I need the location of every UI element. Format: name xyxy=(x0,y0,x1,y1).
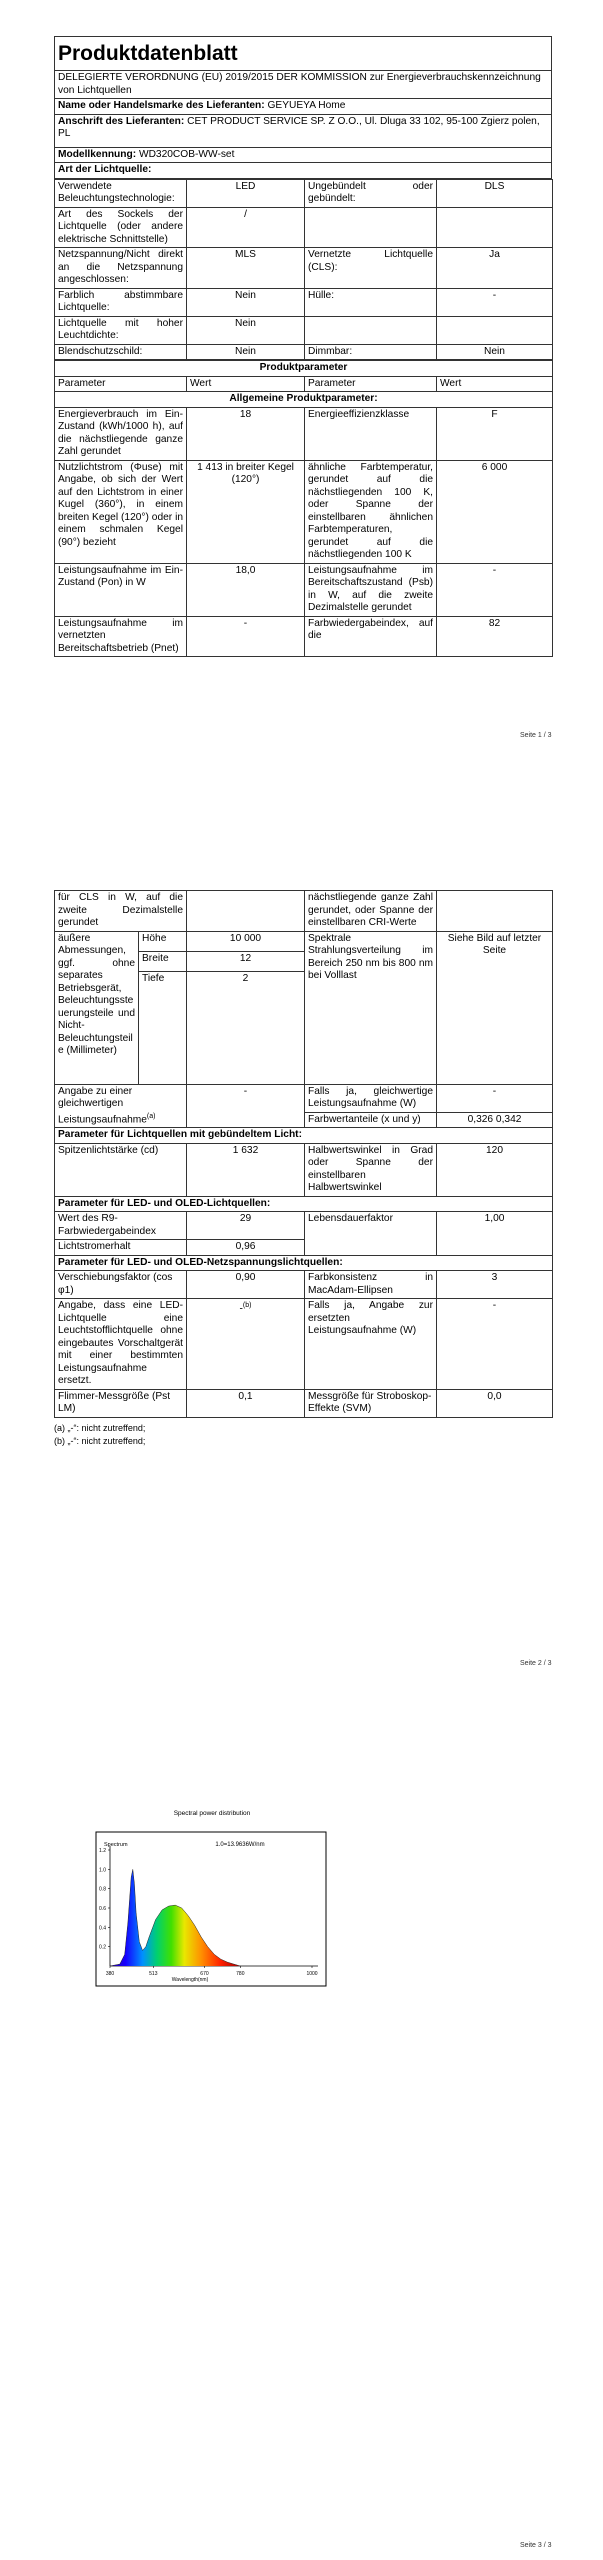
cont-value-2 xyxy=(437,891,553,932)
light-source-type-label: Art der Lichtquelle: xyxy=(55,163,552,179)
type-row xyxy=(55,207,553,248)
col-header-param-1: Parameter xyxy=(55,376,187,392)
type-value-1: Nein xyxy=(187,288,305,316)
page-2 xyxy=(0,880,603,1680)
general-row xyxy=(55,407,553,460)
general-param-1: Nutzlichtstrom (Φuse) mit Angabe, ob sich der Wert auf den Lichtstrom in einer Kugel (360°), in einem breiten Kegel (120°) oder in einem schmalen Kegel (90°) bezieht xyxy=(55,460,187,563)
document-title: Produktdatenblatt xyxy=(55,37,552,71)
chart-inner-title: 1.0=13.9636W/nm xyxy=(215,1842,265,1848)
r9-label: Wert des R9-Farbwiedergabeindex xyxy=(55,1212,187,1240)
stroboscopic-value: 0,0 xyxy=(437,1389,553,1417)
address-row xyxy=(55,114,552,147)
equiv-label-sup: (a) xyxy=(146,1112,156,1120)
type-param-2 xyxy=(305,316,437,344)
page-number-2: Seite 2 / 3 xyxy=(520,1660,552,1667)
spectral-label: Spektrale Strahlungsverteilung im Bereich 250 nm bis 800 nm bei Volllast xyxy=(305,931,437,1084)
cont-param-1: für CLS in W, auf die zweite Dezimalstelle gerundet xyxy=(55,891,187,932)
supplier-name-row xyxy=(55,99,552,115)
general-value-2: F xyxy=(437,407,553,460)
col-header-value-2: Wert xyxy=(437,376,553,392)
col-header-param-2: Parameter xyxy=(305,376,437,392)
general-value-1: 18 xyxy=(187,407,305,460)
beam-angle-value: 120 xyxy=(437,1143,553,1196)
maintenance-label: Lichtstromerhalt xyxy=(55,1240,187,1256)
general-param-2: Leistungsaufnahme im Bereitschaftszustand (Psb) in W, auf die zweite Dezimalstelle gerundet xyxy=(305,563,437,616)
general-param-2: Farbwiedergabeindex, auf die xyxy=(305,616,437,657)
page-1 xyxy=(0,0,603,810)
y-tick-label: 0.6 xyxy=(99,1906,106,1912)
type-table xyxy=(54,179,553,361)
general-row xyxy=(55,616,553,657)
type-row xyxy=(55,344,553,360)
type-row xyxy=(55,316,553,344)
type-value-2: - xyxy=(437,288,553,316)
y-tick-label: 0.8 xyxy=(99,1886,106,1893)
cont-param-2: nächstliegende ganze Zahl gerundet, oder Spanne der einstellbaren CRI-Werte xyxy=(305,891,437,932)
general-param-2: Energieeffizienzklasse xyxy=(305,407,437,460)
general-value-2: 82 xyxy=(437,616,553,657)
equiv-value: - xyxy=(187,1084,305,1128)
replace-power-value: - xyxy=(437,1299,553,1390)
dim-width-value: 12 xyxy=(187,951,305,971)
general-value-1: 18,0 xyxy=(187,563,305,616)
lifetime-value: 1,00 xyxy=(437,1212,553,1256)
dim-depth-value: 2 xyxy=(187,971,305,1084)
type-value-1: MLS xyxy=(187,248,305,289)
general-param-1: Leistungsaufnahme im vernetzten Bereitschaftsbetrieb (Pnet) xyxy=(55,616,187,657)
flicker-value: 0,1 xyxy=(187,1389,305,1417)
model-row xyxy=(55,147,552,163)
type-param-2 xyxy=(305,207,437,248)
type-row xyxy=(55,179,553,207)
general-value-2: - xyxy=(437,563,553,616)
type-value-2: DLS xyxy=(437,179,553,207)
replace-label: Angabe, dass eine LED-Lichtquelle eine Leuchtstofflichtquelle ohne eingebautes Vorschaltgerät mit einer bestimmten Leistungsaufnahme ersetzt. xyxy=(55,1299,187,1390)
col-header-value-1: Wert xyxy=(187,376,305,392)
directional-title: Parameter für Lichtquellen mit gebündeltem Licht: xyxy=(55,1128,553,1144)
type-param-1: Verwendete Beleuchtungstechnologie: xyxy=(55,179,187,207)
type-value-1: Nein xyxy=(187,316,305,344)
model-label: Modellkennung: xyxy=(58,148,137,160)
general-value-1: 1 413 in breiter Kegel (120°) xyxy=(187,460,305,563)
displacement-label: Verschiebungsfaktor (cos φ1) xyxy=(55,1271,187,1299)
displacement-value: 0,90 xyxy=(187,1271,305,1299)
page-number-1: Seite 1 / 3 xyxy=(520,732,552,739)
type-param-1: Netzspannung/Nicht direkt an die Netzspannung angeschlossen: xyxy=(55,248,187,289)
model-value: WD320COB-WW-set xyxy=(138,148,235,160)
x-tick-label: 780 xyxy=(236,1971,245,1977)
dim-depth-label: Tiefe xyxy=(139,971,187,1084)
footnote-b: (b) „-“: nicht zutreffend; xyxy=(54,1435,146,1446)
stroboscopic-label: Messgröße für Stroboskop-Effekte (SVM) xyxy=(305,1389,437,1417)
general-param-1: Leistungsaufnahme im Ein-Zustand (Pon) in W xyxy=(55,563,187,616)
regulation-text: DELEGIERTE VERORDNUNG (EU) 2019/2015 DER KOMMISSION zur Energieverbrauchskennzeichnung von Lichtquellen xyxy=(55,71,552,99)
type-param-2: Dimmbar: xyxy=(305,344,437,360)
type-param-2: Ungebündelt oder gebündelt: xyxy=(305,179,437,207)
supplier-name-label: Name oder Handelsmarke des Lieferanten: xyxy=(58,100,265,111)
type-param-2: Hülle: xyxy=(305,288,437,316)
general-value-2: 6 000 xyxy=(437,460,553,563)
page-number-3: Seite 3 / 3 xyxy=(520,2542,552,2549)
type-value-2 xyxy=(437,316,553,344)
type-param-1: Lichtquelle mit hoher Leuchtdichte: xyxy=(55,316,187,344)
type-value-2: Ja xyxy=(437,248,553,289)
general-params-title: Allgemeine Produktparameter: xyxy=(55,392,553,408)
y-tick-label: 1.2 xyxy=(99,1848,106,1854)
chromaticity-value: 0,326 0,342 xyxy=(437,1112,553,1128)
datasheet-page-1 xyxy=(54,36,552,657)
y-tick-label: 1.0 xyxy=(99,1867,106,1874)
consistency-label: Farbkonsistenz in MacAdam-Ellipsen xyxy=(305,1271,437,1299)
maintenance-value: 0,96 xyxy=(187,1240,305,1256)
r9-value: 29 xyxy=(187,1212,305,1240)
led-title: Parameter für LED- und OLED-Lichtquellen: xyxy=(55,1196,553,1212)
equiv-label xyxy=(55,1084,187,1128)
type-value-2 xyxy=(437,207,553,248)
consistency-value: 3 xyxy=(437,1271,553,1299)
x-tick-label: 670 xyxy=(200,1971,209,1977)
type-value-2: Nein xyxy=(437,344,553,360)
peak-intensity-value: 1 632 xyxy=(187,1143,305,1196)
type-value-1: Nein xyxy=(187,344,305,360)
general-param-1: Energieverbrauch im Ein-Zustand (kWh/1000 h), auf die nächstliegende ganze Zahl gerundet xyxy=(55,407,187,460)
y-axis-label: Spectrum xyxy=(104,1842,128,1848)
equiv-power-value: - xyxy=(437,1084,553,1112)
general-row xyxy=(55,460,553,563)
peak-intensity-label: Spitzenlichtstärke (cd) xyxy=(55,1143,187,1196)
replace-value-sup: (b) xyxy=(242,1302,252,1310)
chromaticity-label: Farbwertanteile (x und y) xyxy=(305,1112,437,1128)
dim-height-label: Höhe xyxy=(139,931,187,951)
general-param-2: ähnliche Farbtemperatur, gerundet auf die nächstliegenden 100 K, oder Spanne der einstellbaren ähnlichen Farbtemperaturen, gerundet auf die nächstliegenden 100 K xyxy=(305,460,437,563)
x-axis-label: Wavelength(nm) xyxy=(171,1977,209,1983)
cont-value-1 xyxy=(187,891,305,932)
footnote-a: (a) „-“: nicht zutreffend; xyxy=(54,1422,146,1433)
type-param-1: Blendschutzschild: xyxy=(55,344,187,360)
equiv-power-label: Falls ja, gleichwertige Leistungsaufnahme (W) xyxy=(305,1084,437,1112)
datasheet-page-2 xyxy=(54,890,552,1448)
beam-angle-label: Halbwertswinkel in Grad oder Spanne der einstellbaren Halbwertswinkel xyxy=(305,1143,437,1196)
header-table xyxy=(54,36,552,179)
type-value-1: / xyxy=(187,207,305,248)
flicker-label: Flimmer-Messgröße (Pst LM) xyxy=(55,1389,187,1417)
x-tick-label: 513 xyxy=(149,1971,158,1977)
x-tick-label: 380 xyxy=(105,1971,115,1977)
type-param-1: Art des Sockels der Lichtquelle (oder andere elektrische Schnittstelle) xyxy=(55,207,187,248)
address-value: CET PRODUCT SERVICE SP. Z O.O., Ul. Dluga 33 102, 95-100 Zgierz polen, PL xyxy=(58,115,540,139)
replace-value-text: - xyxy=(239,1303,243,1315)
x-tick-label: 1000 xyxy=(306,1971,318,1977)
supplier-name: GEYUEYA Home xyxy=(267,100,346,111)
lifetime-label: Lebensdauerfaktor xyxy=(305,1212,437,1256)
page-3 xyxy=(0,1760,603,2560)
type-value-1: LED xyxy=(187,179,305,207)
page2-table xyxy=(54,890,553,1418)
mains-title: Parameter für LED- und OLED-Netzspannungslichtquellen: xyxy=(55,1255,553,1271)
general-value-1: - xyxy=(187,616,305,657)
type-param-1: Farblich abstimmbare Lichtquelle: xyxy=(55,288,187,316)
spectral-chart xyxy=(0,1760,603,2100)
y-tick-label: 0.4 xyxy=(99,1925,106,1932)
spectral-value: Siehe Bild auf letzter Seite xyxy=(437,931,553,1084)
replace-power-label: Falls ja, Angabe zur ersetzten Leistungsaufnahme (W) xyxy=(305,1299,437,1390)
dim-height-value: 10 000 xyxy=(187,931,305,951)
product-params-title: Produktparameter xyxy=(55,361,553,377)
y-tick-label: 0.2 xyxy=(99,1944,106,1951)
chart-title: Spectral power distribution xyxy=(173,1810,251,1817)
general-row xyxy=(55,563,553,616)
type-row xyxy=(55,248,553,289)
type-param-2: Vernetzte Lichtquelle (CLS): xyxy=(305,248,437,289)
address-label: Anschrift des Lieferanten: xyxy=(58,115,185,127)
dimensions-label: äußere Abmessungen, ggf. ohne separates Betriebsgerät, Beleuchtungssteuerungsteile und Nicht-Beleuchtungsteile (Millimeter) xyxy=(55,931,139,1084)
product-params-table xyxy=(54,360,553,657)
replace-value xyxy=(187,1299,305,1390)
type-row xyxy=(55,288,553,316)
equiv-label-text: Angabe zu einer gleichwertigen Leistungsaufnahme xyxy=(58,1085,147,1125)
dim-width-label: Breite xyxy=(139,951,187,971)
